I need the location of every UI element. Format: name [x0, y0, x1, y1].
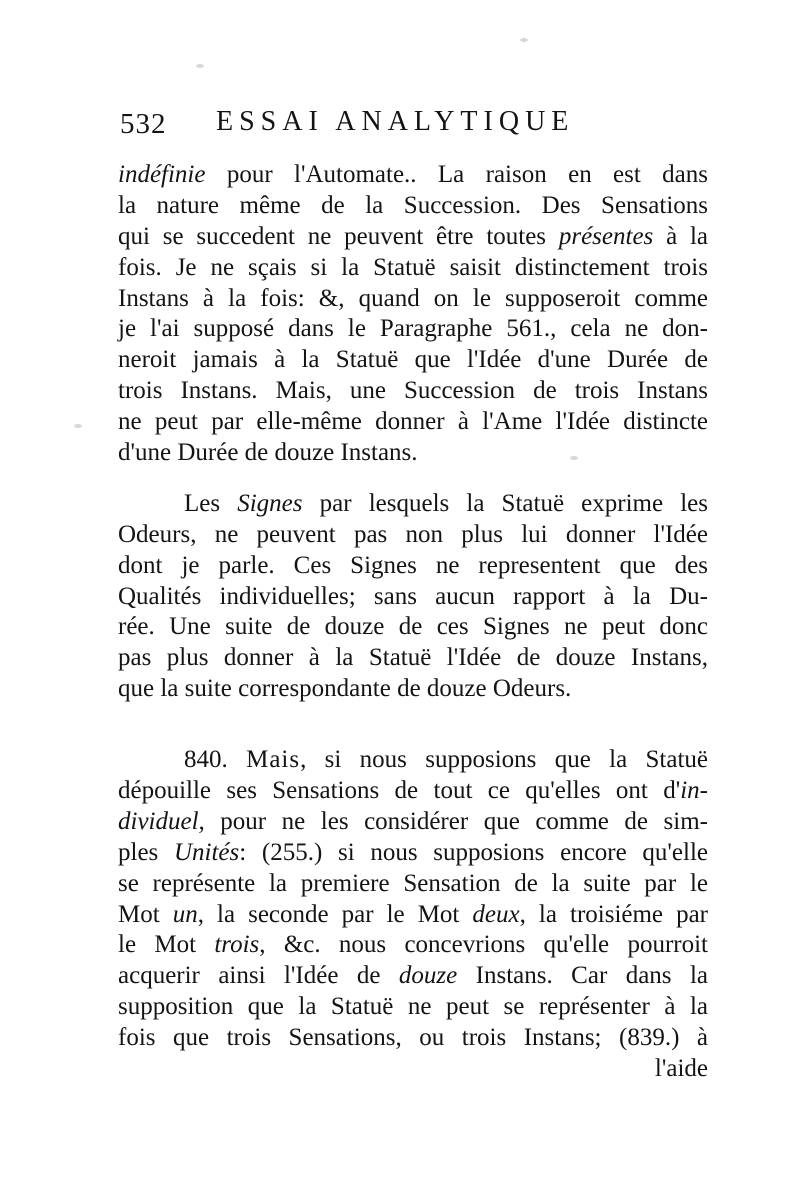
text-segment: 840. [184, 746, 247, 774]
text-line [118, 612, 708, 643]
text-segment: que la suite correspondante de douze Odeurs. [118, 675, 572, 703]
text-segment: à la [653, 222, 709, 250]
italic-text: un [172, 900, 198, 928]
text-segment: neroit jamais à la Statuë que l'Idée d'une Durée de [118, 346, 708, 374]
text-line [118, 992, 708, 1023]
italic-text: deux [472, 900, 520, 928]
text-line [118, 345, 708, 376]
text-segment: Qualités individuelles; sans aucun rapport à la Du- [118, 582, 708, 610]
text-line [118, 253, 708, 284]
text-line [118, 191, 708, 222]
text-segment: le Mot [118, 931, 215, 959]
italic-text: in- [680, 777, 708, 805]
text-segment: , la troisiéme par [519, 900, 708, 928]
page-blemish [74, 424, 82, 428]
text-segment: Odeurs, ne peuvent pas non plus lui donner l'Idée [118, 520, 708, 548]
text-segment: par lesquels la Statuë exprime les [302, 489, 708, 517]
text-segment: je l'ai supposé dans le Paragraphe 561., cela ne don- [118, 315, 708, 343]
text-line [118, 807, 708, 838]
text-segment: la nature même de la Succession. Des Sensations [118, 191, 708, 219]
body-text [118, 160, 708, 1085]
text-segment: se représente la premiere Sensation de la suite par le [118, 869, 708, 897]
text-line [118, 1023, 708, 1054]
text-line [118, 489, 708, 520]
text-line [118, 376, 708, 407]
page-header [120, 104, 710, 144]
text-line [118, 582, 708, 613]
paragraph-840 [118, 745, 708, 1054]
text-segment: fois que trois Sensations, ou trois Instans; (839.) à [118, 1024, 708, 1052]
text-segment: pour l'Automate.. La raison en est dans [205, 161, 708, 188]
paragraph-signes [118, 489, 708, 705]
text-segment: qui se succedent ne peuvent être toutes [118, 222, 559, 250]
text-segment: Les [184, 489, 238, 517]
text-line [118, 520, 708, 551]
text-segment: , &c. nous concevrions qu'elle pourroit [259, 931, 708, 959]
page-blemish [520, 38, 528, 42]
page-number: 532 [120, 108, 167, 140]
text-segment: Mot [118, 900, 173, 928]
text-line [118, 776, 708, 807]
text-segment: supposition que la Statuë ne peut se représenter à la [118, 993, 708, 1021]
text-segment: dépouille ses Sensations de tout ce qu'elles ont d' [118, 777, 681, 805]
text-segment: pas plus donner à la Statuë l'Idée de douze Instans, [118, 644, 708, 672]
text-segment: dont je parle. Ces Signes ne representent que des [118, 551, 708, 579]
italic-text: douze [398, 962, 458, 990]
text-segment: Mais [246, 746, 301, 774]
text-line [118, 284, 708, 315]
italic-text: présentes [558, 222, 654, 250]
text-line [118, 674, 708, 705]
text-segment: Instans à la fois: &, quand on le supposeroit comme [118, 284, 708, 312]
text-segment: rée. Une suite de douze de ces Signes ne peut donc [118, 613, 708, 641]
text-segment: d'une Durée de douze Instans. [118, 439, 418, 467]
text-line [118, 160, 708, 191]
page-blemish [196, 64, 204, 68]
text-segment: acquerir ainsi l'Idée de [118, 962, 399, 990]
text-line [118, 438, 708, 469]
text-line [118, 961, 708, 992]
italic-text: Unités [173, 838, 240, 866]
text-segment: Instans. Car dans la [457, 962, 708, 990]
text-segment: : (255.) si nous supposions encore qu'elle [239, 838, 708, 866]
text-segment: ne peut par elle-même donner à l'Ame l'Idée distincte [118, 408, 708, 436]
text-segment: pour ne les considérer que comme de sim- [204, 807, 708, 835]
text-line [118, 930, 708, 961]
text-segment: trois Instans. Mais, une Succession de trois Instans [118, 377, 708, 405]
italic-text: dividuel, [118, 807, 205, 835]
text-line [118, 838, 708, 869]
paragraph-gap [118, 705, 708, 745]
text-line [118, 551, 708, 582]
text-line [118, 643, 708, 674]
paragraph-gap [118, 469, 708, 489]
italic-text: Signes [237, 489, 303, 517]
text-line [118, 745, 708, 776]
text-line [118, 222, 708, 253]
italic-text: indéfinie [118, 161, 206, 188]
text-line [118, 314, 708, 345]
text-line [118, 407, 708, 438]
text-segment: ples [118, 838, 174, 866]
text-segment: , la seconde par le Mot [197, 900, 473, 928]
catchword: l'aide [654, 1055, 708, 1083]
italic-text: trois [214, 931, 260, 959]
text-line [118, 900, 708, 931]
text-segment: , si nous supposions que la Statuë [300, 746, 709, 774]
text-segment: fois. Je ne sçais si la Statuë saisit distinctement trois [118, 253, 708, 281]
running-title: ESSAI ANALYTIQUE [216, 106, 575, 137]
text-line [118, 869, 708, 900]
paragraph-continuation [118, 160, 708, 469]
